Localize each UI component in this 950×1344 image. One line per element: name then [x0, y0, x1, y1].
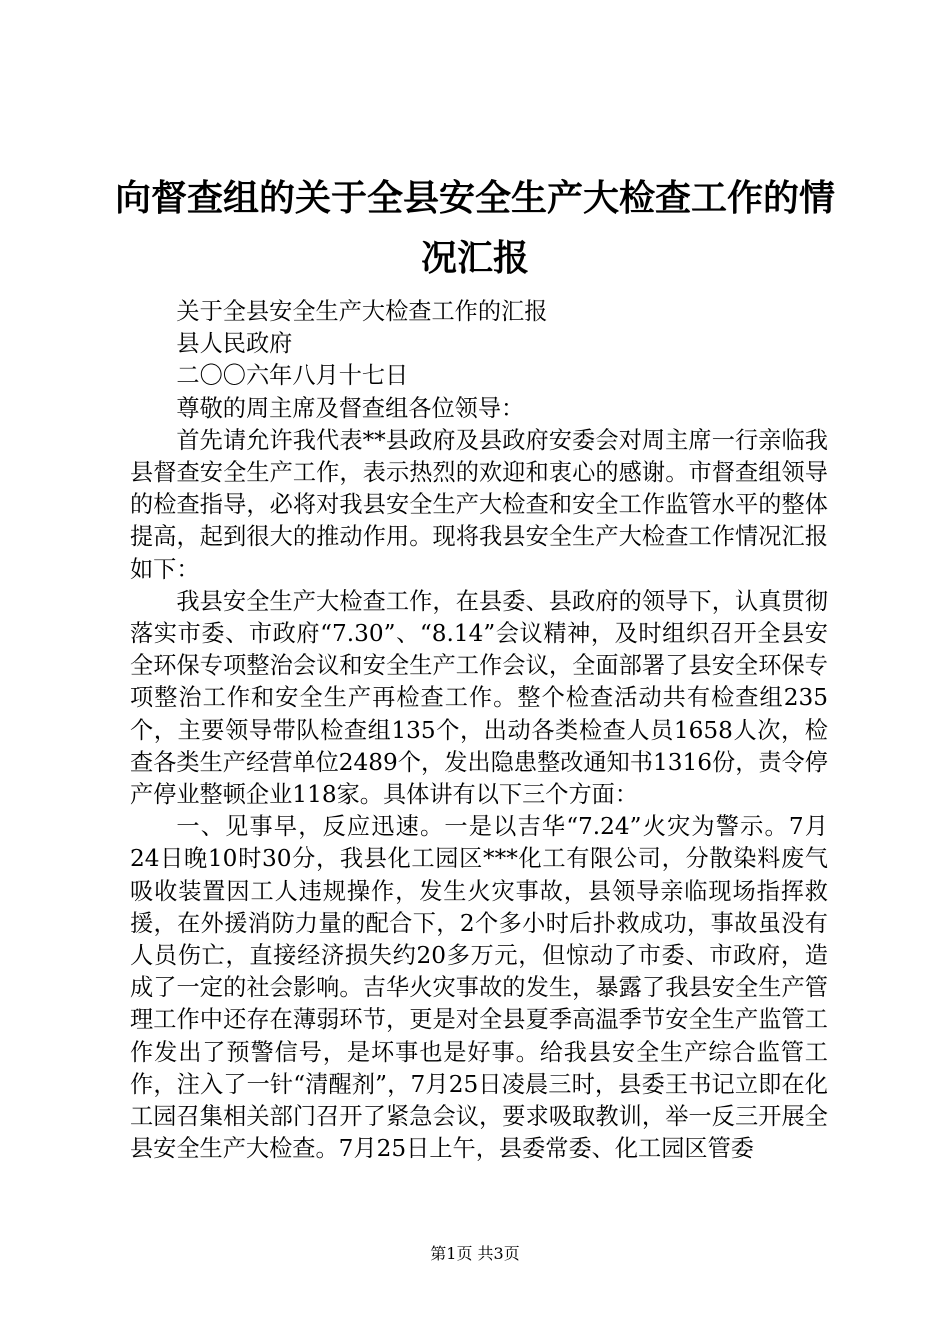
document-title: 向督查组的关于全县安全生产大检查工作的情况汇报 [114, 177, 835, 279]
header-line-issuer: 县人民政府 [176, 330, 293, 358]
body-paragraph: 我县安全生产大检查工作，在县委、县政府的领导下，认真贯彻落实市委、市政府“7.30”、“8.14”会议精神，及时组织召开全县安全环保专项整治会议和安全生产工作会议，全面部署了县安全环保专项整治工作和安全生产再检查工作。整个检查活动共有检查组235个，主要领导带队检查组135个，出动各类检查人员1658人次，检查各类生产经营单位2489个，发出隐患整改通知书1316份，责令停产停业整顿企业118家。具体讲有以下三个方面： [130, 587, 828, 809]
body-paragraph: 首先请允许我代表**县政府及县政府安委会对周主席一行亲临我县督查安全生产工作，表示热烈的欢迎和衷心的感谢。市督查组领导的检查指导，必将对我县安全生产大检查和安全工作监管水平的整体提高，起到很大的推动作用。现将我县安全生产大检查工作情况汇报如下： [130, 426, 828, 583]
page-footer: 第1页 共3页 [430, 1244, 520, 1263]
body-paragraph: 一、见事早，反应迅速。一是以吉华“7.24”火灾为警示。7月24日晚10时30分，我县化工园区***化工有限公司，分散染料废气吸收装置因工人违规操作，发生火灾事故，县领导亲临现场指挥救援，在外援消防力量的配合下，2个多小时后扑救成功，事故虽没有人员伤亡，直接经济损失约20多万元，但惊动了市委、市政府，造成了一定的社会影响。吉华火灾事故的发生，暴露了我县安全生产管理工作中还存在薄弱环节，更是对全县夏季高温季节安全生产监管工作发出了预警信号，是坏事也是好事。给我县安全生产综合监管工作，注入了一针“清醒剂”，7月25日凌晨三时，县委王书记立即在化工园召集相关部门召开了紧急会议，要求吸取教训，举一反三开展全县安全生产大检查。7月25日上午，县委常委、化工园区管委 [130, 813, 828, 1163]
header-line-subtitle: 关于全县安全生产大检查工作的汇报 [176, 298, 548, 325]
header-line-salutation: 尊敬的周主席及督查组各位领导： [176, 394, 525, 422]
document-body [130, 296, 828, 1165]
header-line-date: 二〇〇六年八月十七日 [176, 362, 409, 390]
